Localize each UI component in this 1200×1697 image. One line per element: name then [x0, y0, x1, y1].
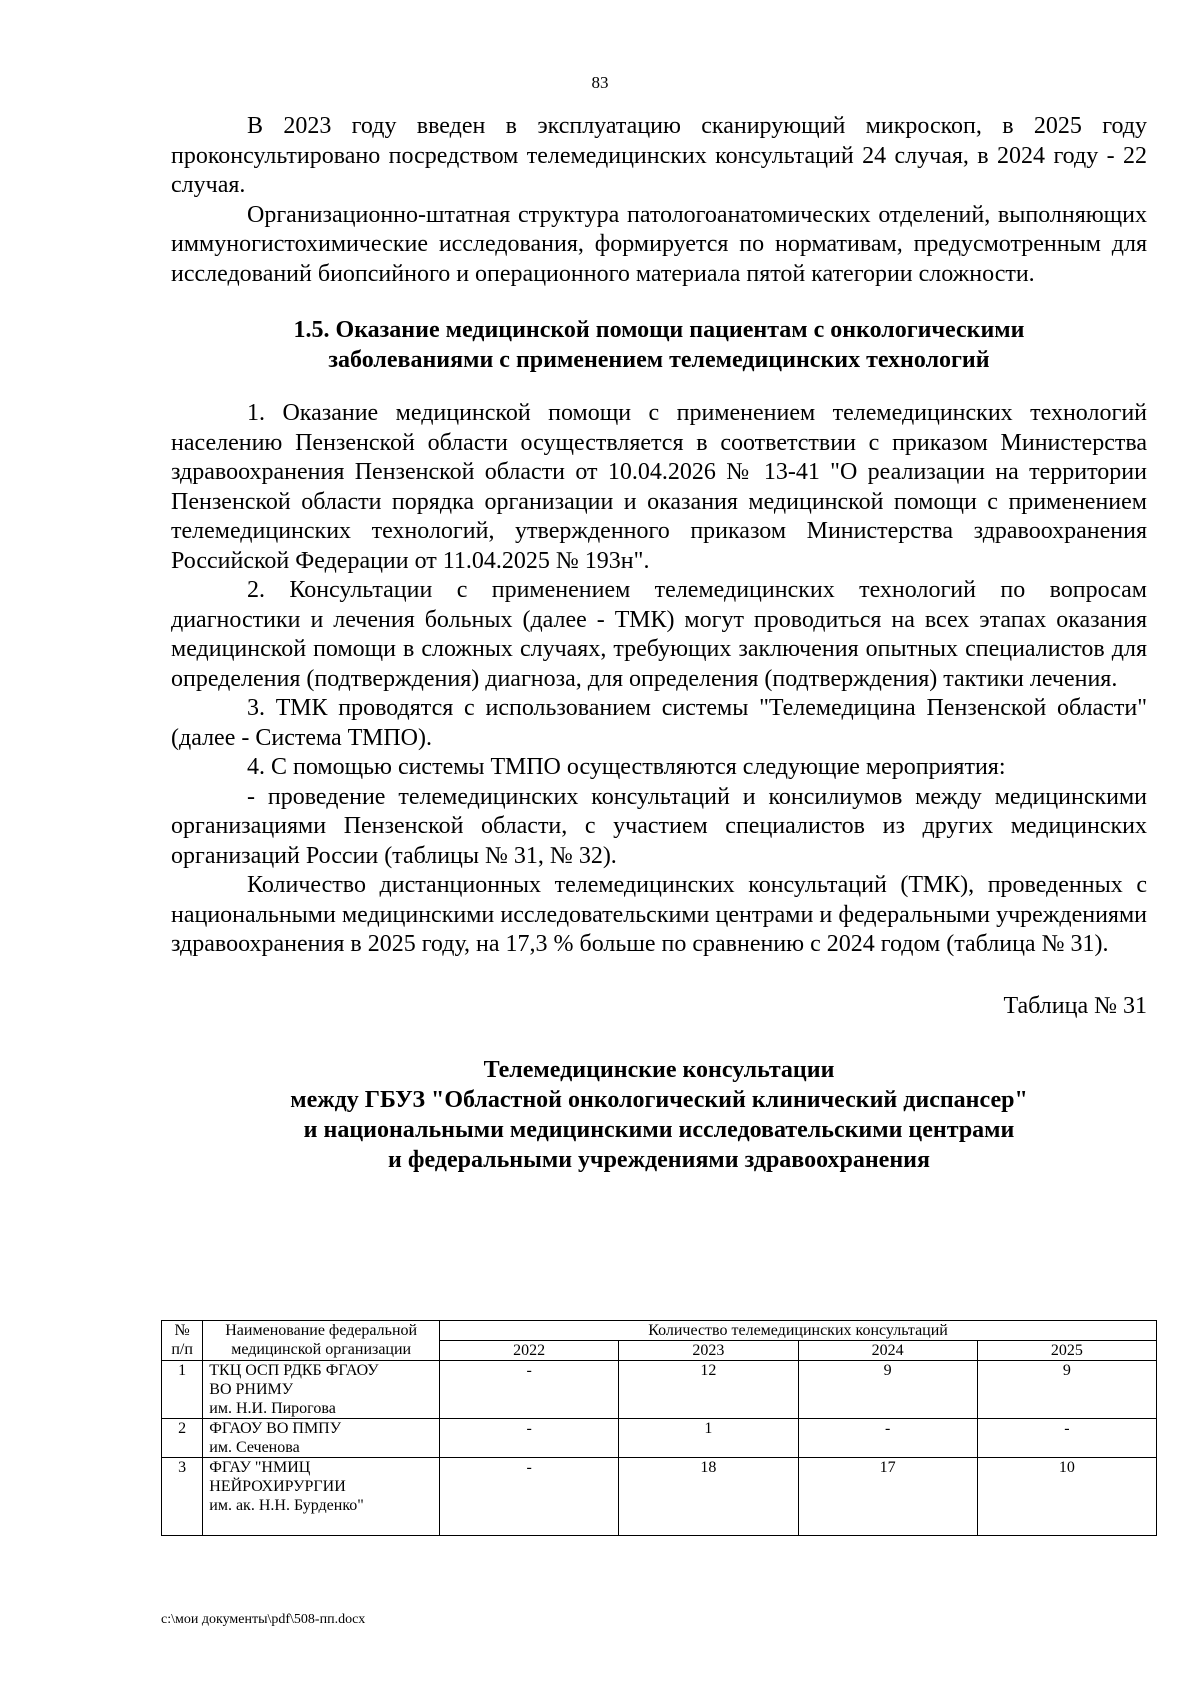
table-title-line: между ГБУЗ "Областной онкологический клинический диспансер" — [290, 1087, 1028, 1113]
table-title-line: и федеральными учреждениями здравоохранения — [388, 1147, 930, 1173]
header-year: 2024 — [798, 1341, 977, 1361]
value-cell: 1 — [619, 1419, 798, 1458]
consultations-table — [161, 1320, 1157, 1536]
table-number: Таблица № 31 — [1003, 992, 1147, 1019]
paragraph: 1. Оказание медицинской помощи с применением телемедицинских технологий населению Пензенской области осуществляется в соответствии с приказом Министерства здравоохранения Пензенской области от 10.04.2026 № 13-41 "О реализации на территории Пензенской области порядка организации и оказания медицинской помощи с применением телемедицинских технологий, утвержденного приказом Министерства здравоохранения Российской Федерации от 11.04.2025 № 193н". — [171, 400, 1147, 574]
organization-name-line: им. ак. Н.Н. Бурденко" — [209, 1497, 364, 1514]
value-cell: - — [440, 1419, 619, 1458]
paragraph: 2. Консультации с применением телемедицинских технологий по вопросам диагностики и лечения больных (далее - ТМК) могут проводиться на всех этапах оказания медицинской помощи в сложных случаях, требующих заключения опытных специалистов для определения (подтверждения) диагноза, для определения (подтверждения) тактики лечения. — [171, 577, 1147, 692]
header-organization: Наименование федеральной медицинской организации — [203, 1321, 440, 1361]
section-heading-line: заболеваниями с применением телемедицинских технологий — [328, 346, 990, 373]
table-title-line: Телемедицинские консультации — [483, 1057, 835, 1083]
table-row — [162, 1419, 1157, 1458]
value-cell: 9 — [798, 1361, 977, 1419]
value-cell: - — [440, 1458, 619, 1536]
header-year: 2025 — [977, 1341, 1156, 1361]
organization-name — [203, 1361, 440, 1419]
organization-name-line: НЕЙРОХИРУРГИИ — [209, 1478, 346, 1495]
section-heading-line: 1.5. Оказание медицинской помощи пациентам с онкологическими — [293, 317, 1025, 343]
row-number: 1 — [162, 1361, 203, 1419]
page-number: 83 — [591, 73, 609, 92]
document-body — [171, 112, 1147, 1175]
table-title-line: и национальными медицинскими исследовательскими центрами — [303, 1117, 1015, 1143]
paragraph: В 2023 году введен в эксплуатацию сканирующий микроскоп, в 2025 году проконсультировано посредством телемедицинских консультаций 24 случая, в 2024 году - 22 случая. — [171, 113, 1147, 198]
paragraph: Организационно-штатная структура патологоанатомических отделений, выполняющих иммуногистохимические исследования, формируется по нормативам, предусмотренным для исследований биопсийного и операционного материала пятой категории сложности. — [171, 201, 1147, 287]
file-path-footer: c:\мои документы\pdf\508-пп.docx — [161, 1612, 366, 1627]
paragraph: Количество дистанционных телемедицинских консультаций (ТМК), проведенных с национальными медицинскими исследовательскими центрами и федеральными учреждениями здравоохранения в 2025 году, на 17,3 % больше по сравнению с 2024 годом (таблица № 31). — [171, 872, 1147, 957]
paragraph: 4. С помощью системы ТМПО осуществляются следующие мероприятия: — [247, 754, 1006, 780]
table-row — [162, 1458, 1157, 1536]
header-year: 2023 — [619, 1341, 798, 1361]
header-number: № п/п — [162, 1321, 203, 1361]
value-cell: - — [440, 1361, 619, 1419]
value-cell: - — [798, 1419, 977, 1458]
value-cell: - — [977, 1419, 1156, 1458]
organization-name-line: ФГАУ "НМИЦ — [209, 1459, 311, 1476]
organization-name-line: им. Сеченова — [209, 1439, 300, 1456]
row-number: 3 — [162, 1458, 203, 1536]
organization-name-line: ВО РНИМУ — [209, 1381, 294, 1398]
organization-name — [203, 1458, 440, 1536]
value-cell: 10 — [977, 1458, 1156, 1536]
value-cell: 12 — [619, 1361, 798, 1419]
organization-name-line: ФГАОУ ВО ПМПУ — [209, 1420, 342, 1437]
row-number: 2 — [162, 1419, 203, 1458]
organization-name-line: им. Н.И. Пирогова — [209, 1400, 336, 1417]
header-consultations-count: Количество телемедицинских консультаций — [440, 1321, 1157, 1341]
organization-name — [203, 1419, 440, 1458]
header-year: 2022 — [440, 1341, 619, 1361]
value-cell: 17 — [798, 1458, 977, 1536]
organization-name-line: ТКЦ ОСП РДКБ ФГАОУ — [209, 1362, 379, 1379]
paragraph: - проведение телемедицинских консультаций и консилиумов между медицинскими организациями Пензенской области, с участием специалистов из других медицинских организаций России (таблицы № 31, № 32). — [171, 783, 1147, 869]
value-cell: 18 — [619, 1458, 798, 1536]
table-title — [171, 1055, 1147, 1175]
paragraph: 3. ТМК проводятся с использованием системы "Телемедицина Пензенской области" (далее - Система ТМПО). — [171, 695, 1147, 751]
table-row — [162, 1361, 1157, 1419]
value-cell: 9 — [977, 1361, 1156, 1419]
section-heading — [171, 316, 1147, 375]
